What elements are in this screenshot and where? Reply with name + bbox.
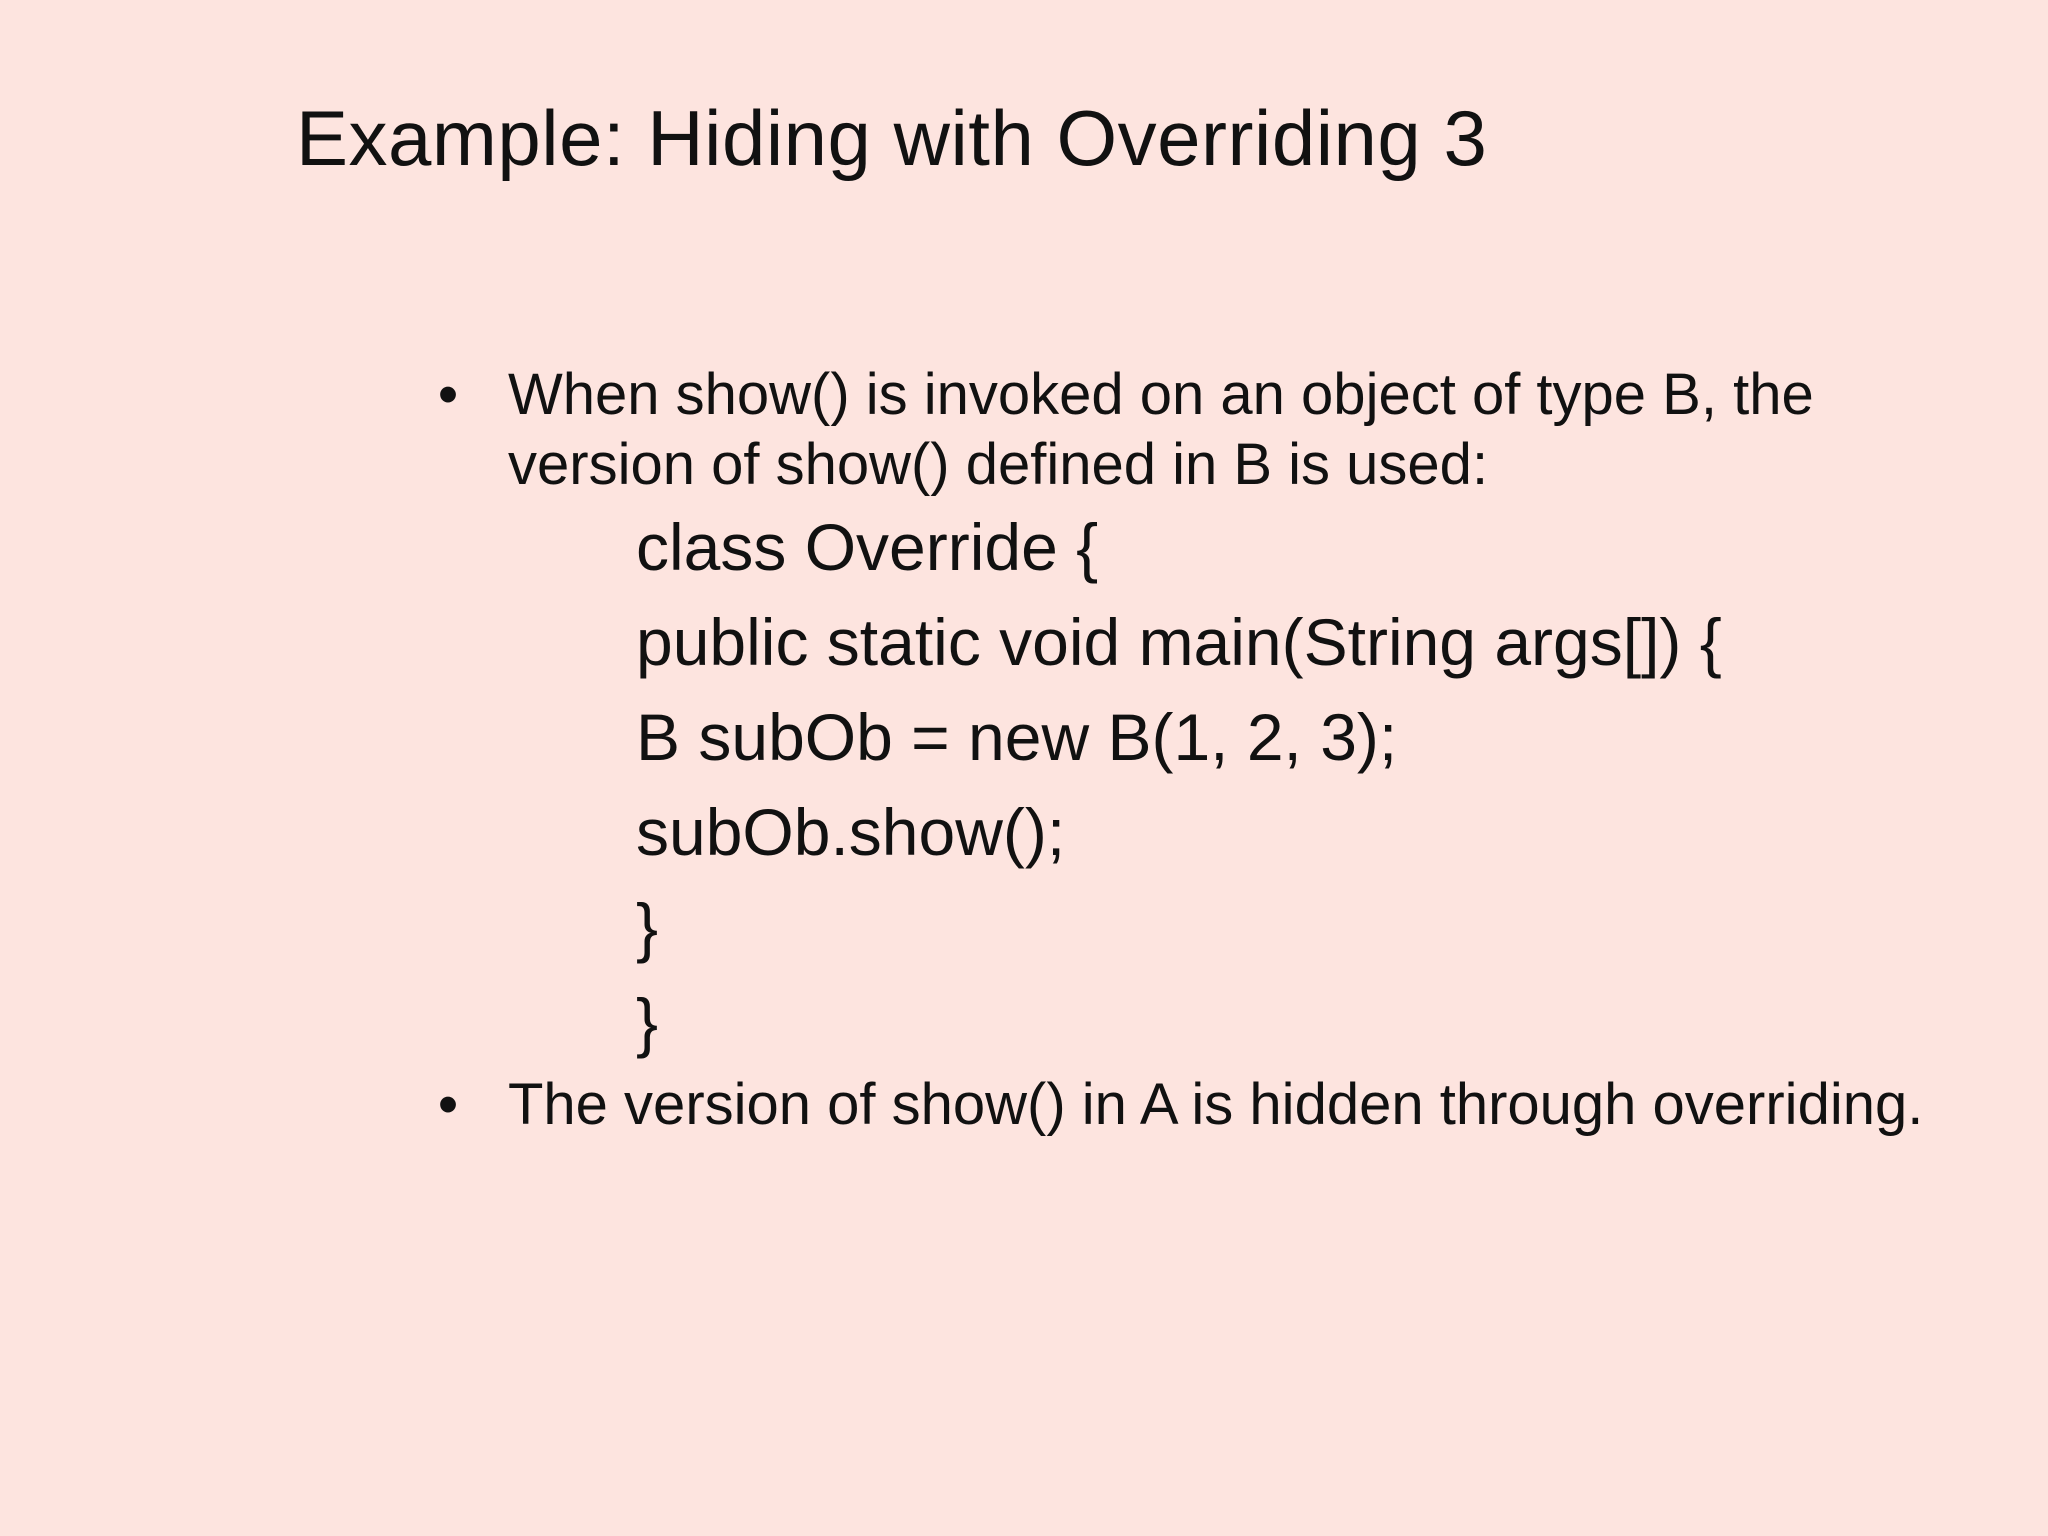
slide-title: Example: Hiding with Overriding 3 xyxy=(296,94,1488,182)
code-line-4: subOb.show(); xyxy=(636,795,1066,869)
bullet-text-2: The version of show() in A is hidden through overriding. xyxy=(508,1072,1924,1137)
code-line-6: } xyxy=(636,985,659,1059)
code-line-3: B subOb = new B(1, 2, 3); xyxy=(636,700,1398,774)
bullet-marker: • xyxy=(437,362,459,427)
bullet-text-1: When show() is invoked on an object of type B, the version of show() defined in B is used: xyxy=(508,362,1814,497)
bullet-marker: • xyxy=(437,1072,459,1137)
slide-body xyxy=(428,360,2008,1140)
code-line-2: public static void main(String args[]) { xyxy=(636,605,1722,679)
code-line-1: class Override { xyxy=(636,510,1099,584)
code-line-5: } xyxy=(636,890,659,964)
bullet-item-2 xyxy=(428,1070,2008,1140)
code-block xyxy=(428,500,2008,1070)
bullet-item-1 xyxy=(428,360,2008,500)
